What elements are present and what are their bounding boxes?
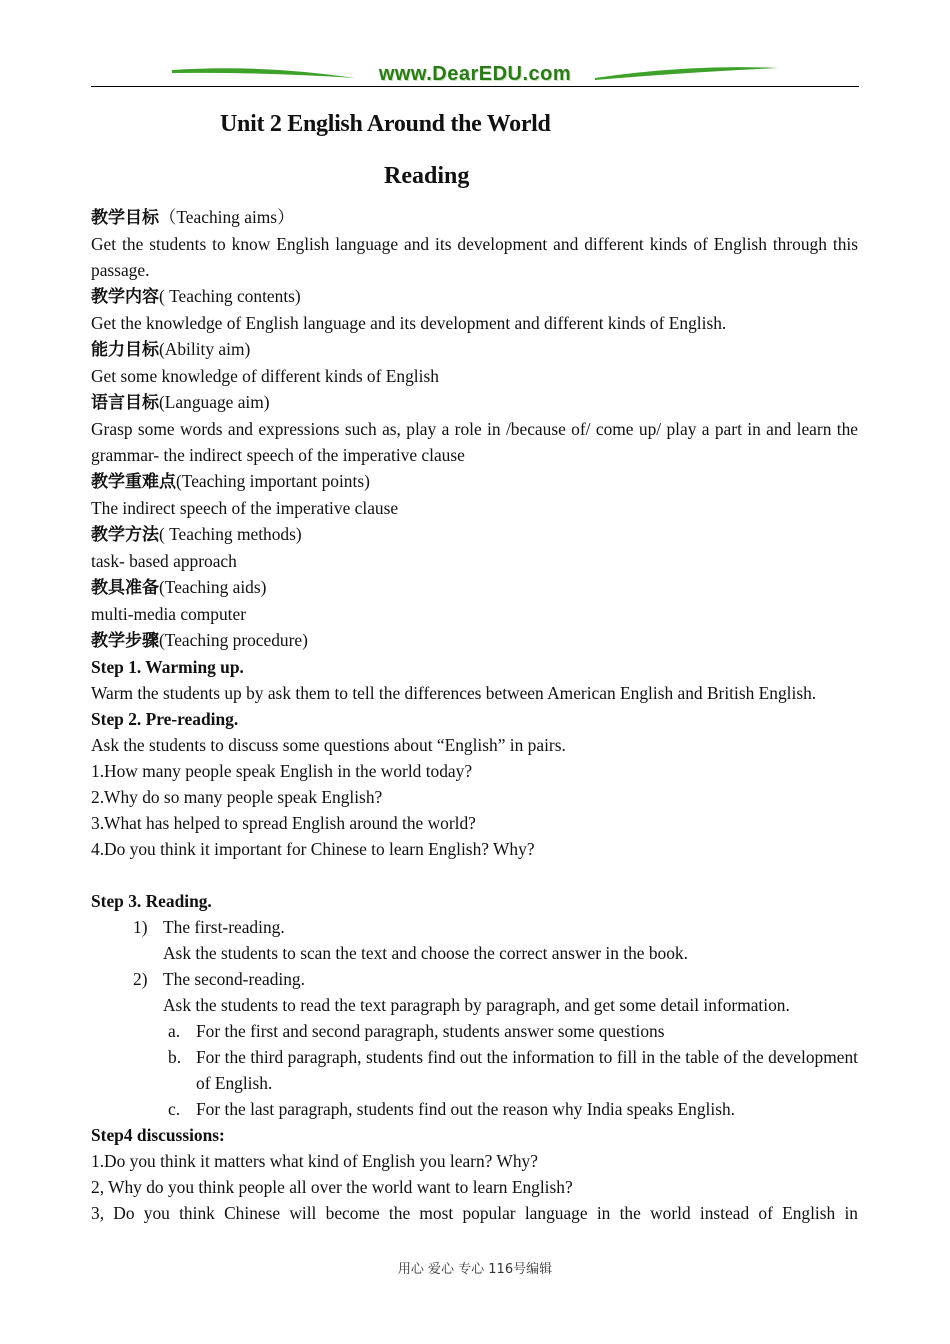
- sub-list-item: c. For the last paragraph, students find out the reason why India speaks English.: [168, 1099, 735, 1119]
- teaching-aims-text: Get the students to know English language and its development and different kinds of English through this passage.: [91, 234, 858, 280]
- document-subtitle: Reading: [384, 163, 470, 189]
- page-footer: 用心 爱心 专心 116号编辑: [397, 1262, 553, 1277]
- list-item: 4.Do you think it important for Chinese to learn English? Why?: [91, 839, 535, 859]
- language-aim-heading: 语言目标(Language aim): [91, 392, 270, 413]
- language-aim-text: Grasp some words and expressions such as, play a role in /because of/ come up/ play a part in and learn the grammar- the indirect speech of the imperative clause: [91, 419, 858, 465]
- list-item: 2, Why do you think people all over the world want to learn English?: [91, 1177, 573, 1197]
- ability-aim-text: Get some knowledge of different kinds of English: [91, 366, 439, 386]
- list-item: 3.What has helped to spread English around the world?: [91, 813, 476, 833]
- ability-aim-heading: 能力目标(Ability aim): [91, 339, 251, 360]
- sub-list-item: b. For the third paragraph, students find out the information to fill in the table of the development of English.: [168, 1047, 858, 1093]
- step2-intro: Ask the students to discuss some questions about “English” in pairs.: [91, 735, 566, 755]
- list-item: 1.Do you think it matters what kind of English you learn? Why?: [91, 1151, 538, 1171]
- header-rule: [91, 86, 859, 87]
- teaching-methods-text: task- based approach: [91, 551, 237, 571]
- list-item: 1.How many people speak English in the world today?: [91, 761, 473, 781]
- important-points-heading: 教学重难点(Teaching important points): [91, 471, 370, 492]
- teaching-aids-heading: 教具准备(Teaching aids): [91, 577, 267, 598]
- list-item-detail: Ask the students to scan the text and choose the correct answer in the book.: [163, 943, 688, 963]
- teaching-aims-heading: 教学目标（Teaching aims）: [91, 207, 295, 228]
- list-item: 3, Do you think Chinese will become the most popular language in the world instead of English in: [91, 1203, 858, 1223]
- step1-heading: Step 1. Warming up.: [91, 657, 244, 677]
- step4-heading: Step4 discussions:: [91, 1125, 225, 1145]
- list-item-detail: Ask the students to read the text paragraph by paragraph, and get some detail information.: [163, 995, 790, 1015]
- list-item: 2) The second-reading.: [133, 969, 305, 989]
- step3-heading: Step 3. Reading.: [91, 891, 212, 911]
- teaching-aids-text: multi-media computer: [91, 604, 247, 624]
- teaching-procedure-heading: 教学步骤(Teaching procedure): [91, 630, 308, 651]
- teaching-contents-text: Get the knowledge of English language and its development and different kinds of English.: [91, 313, 727, 333]
- important-points-text: The indirect speech of the imperative clause: [91, 498, 399, 518]
- list-item: 2.Why do so many people speak English?: [91, 787, 383, 807]
- spacer: [91, 862, 858, 888]
- sub-list-item: a. For the first and second paragraph, students answer some questions: [168, 1021, 665, 1041]
- brand-logo-text[interactable]: www.DearEDU.com: [378, 63, 572, 85]
- list-item: 1) The first-reading.: [133, 917, 285, 937]
- teaching-methods-heading: 教学方法( Teaching methods): [91, 524, 302, 545]
- lesson-plan-body: [91, 204, 858, 1226]
- step1-text: Warm the students up by ask them to tell the differences between American English and British English.: [91, 683, 817, 703]
- teaching-contents-heading: 教学内容( Teaching contents): [91, 286, 301, 307]
- step2-heading: Step 2. Pre-reading.: [91, 709, 239, 729]
- document-title: Unit 2 English Around the World: [220, 111, 551, 137]
